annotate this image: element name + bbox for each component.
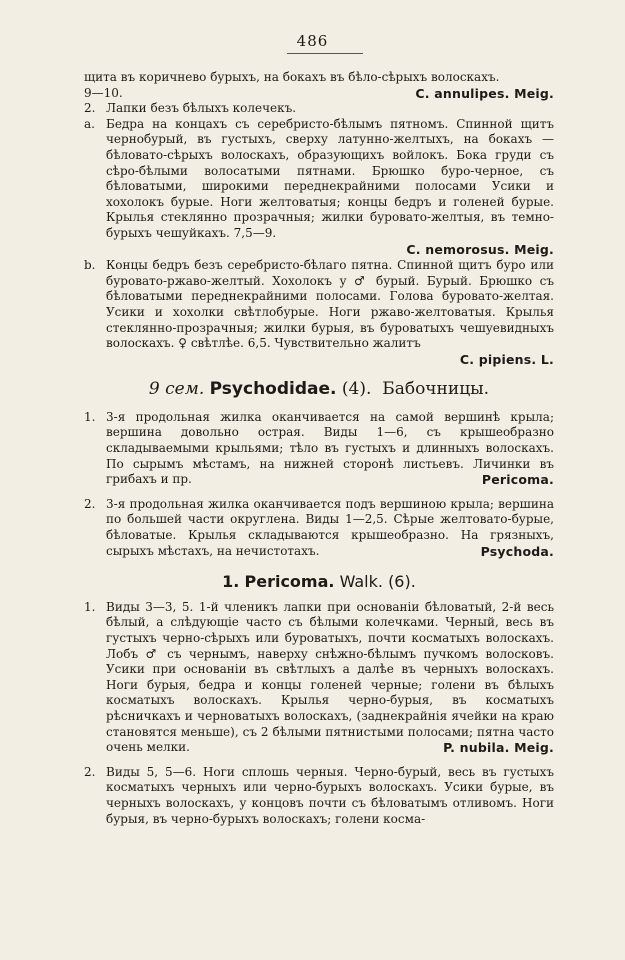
page-number: 486 — [296, 32, 329, 50]
continued-line: щита въ коричнево бурыхъ, на бокахъ въ бѣло-сѣрыхъ волоскахъ. — [84, 70, 500, 84]
species-annulipes: C. annulipes. Meig. — [415, 85, 554, 101]
option-letter: a. — [84, 116, 95, 131]
genus-number: 1. — [222, 572, 240, 592]
couplet-number: 2. — [84, 101, 96, 116]
family-name: Psychodidae. — [209, 379, 337, 400]
couplet-number: 2. — [84, 764, 96, 779]
genus-couplet-2 — [84, 765, 554, 827]
option-a — [84, 117, 554, 258]
family-couplet-2 — [84, 497, 554, 560]
family-rank: 9 сем. — [148, 379, 205, 400]
spacer — [84, 757, 554, 765]
species-line — [106, 352, 554, 369]
option-b — [84, 258, 554, 368]
species-line — [106, 242, 554, 259]
couplet-number: 1. — [84, 409, 96, 424]
species-nemorosus: C. nemorosus. Meig. — [406, 241, 554, 257]
couplet-number: 1. — [84, 599, 96, 614]
couplet-text: 3-я продольная жилка оканчивается подъ вершиною крыла; вершина по большей части округлена. Виды 1—2,5. Сѣрые желтовато-бурые, бѣловатые. Крылья складываются крышеобразно. На грязныхъ, сырыхъ мѣстахъ, на нечистотахъ. — [106, 496, 554, 558]
genus-psychoda: Psychoda. — [480, 543, 554, 559]
header-rule — [287, 53, 363, 54]
option-text: Бедра на концахъ съ серебристо-бѣлымъ пятномъ. Спинной щитъ чернобурый, въ густыхъ, сверху латунно-желтыхъ, на бокахъ — бѣловато-сѣрыхъ волоскахъ, образующихъ войлокъ. Бока груди съ сѣро-бѣлыми волосатыми пятнами. Брюшко буро-черное, съ бѣловатыми, широкими переднекрайними полосами Усики и хохолокъ бурые. Ноги желтоватыя; концы бедръ и голеней бурые. Крылья стеклянно прозрачныя; жилки буровато-желтыя, въ темно-бурыхъ чешуйкахъ. 7,5—9. — [106, 116, 554, 240]
couplet-text: Лапки безъ бѣлыхъ колечекъ. — [106, 101, 297, 116]
couplet-number: 2. — [84, 496, 96, 511]
genus-count: (6). — [388, 572, 416, 592]
genus-name: Pericoma. — [244, 572, 335, 592]
couplet-text: 3-я продольная жилка оканчивается на самой вершинѣ крыла; вершина довольно острая. Виды 1—6, съ крышеобразно складываемыми крыльями; тѣло въ густыхъ и длинныхъ волоскахъ. По сырымъ мѣстамъ, на нижней сторонѣ листьевъ. Личинки въ грибахъ и пр. — [106, 409, 554, 487]
continued-size: 9—10. — [84, 85, 123, 100]
page-content — [84, 70, 554, 827]
genus-couplet-1 — [84, 600, 554, 757]
couplet-text: Виды 5, 5—6. Ноги сплошь черныя. Черно-бурый, весь въ густыхъ косматыхъ черныхъ или черно-бурыхъ волоскахъ. Усики бурые, въ черныхъ волоскахъ, у концовъ почти съ бѣловатымъ отливомъ. Ноги бурыя, въ черно-бурыхъ волоскахъ; голени косма- — [106, 764, 554, 826]
family-key — [0, 410, 554, 560]
continued-entry — [84, 70, 554, 101]
continued-end — [84, 86, 554, 102]
genus-heading — [84, 574, 554, 590]
family-common-name: Бабочницы. — [382, 379, 490, 400]
genus-author: Walk. — [339, 572, 383, 592]
option-letter: b. — [84, 258, 96, 273]
spacer — [0, 489, 554, 497]
option-text: Концы бедръ безъ серебристо-бѣлаго пятна. Спинной щитъ буро или буровато-ржаво-желтый. Хохолокъ у ♂ бурый. Бурый. Брюшко съ бѣловатыми переднекрайними полосами. Голова буровато-желтая. Усики и хохолки свѣтлобурые. Ноги ржаво-желтоватыя. Крылья стеклянно-прозрачныя; жилки бурыя, въ буроватыхъ чешуевидныхъ волоскахъ. ♀ свѣтлѣе. 6,5. Чувствительно жалитъ — [106, 258, 554, 351]
family-heading — [84, 379, 554, 400]
family-couplet-1 — [84, 410, 554, 489]
species-nubila: P. nubila. Meig. — [443, 740, 554, 756]
genus-pericoma: Pericoma. — [481, 472, 554, 488]
couplet-text: Виды 3—3, 5. 1-й членикъ лапки при основаніи бѣловатый, 2-й весь бѣлый, а слѣдующіе часто съ бѣлыми колечками. Черный, весь въ густыхъ черно-сѣрыхъ или буроватыхъ, почти косматыхъ волоскахъ. Лобъ ♂ съ чернымъ, наверху снѣжно-бѣлымъ пучкомъ волосковъ. Усики при основаніи въ свѣтлыхъ а далѣе въ черныхъ волоскахъ. Ноги бурыя, бедра и концы голеней черные; голени въ бѣлыхъ косматыхъ волоскахъ. Крылья черно-бурыя, въ косматыхъ рѣсничкахъ и черноватыхъ волоскахъ, (заднекрайнія ячейки на краю становятся меньше), съ 2 бѣлыми пятнистыми полосами; пятна часто очень мелки. — [106, 599, 554, 755]
couplet-2 — [84, 101, 554, 117]
species-pipiens: C. pipiens. L. — [459, 351, 554, 367]
family-count: (4). — [341, 379, 372, 400]
